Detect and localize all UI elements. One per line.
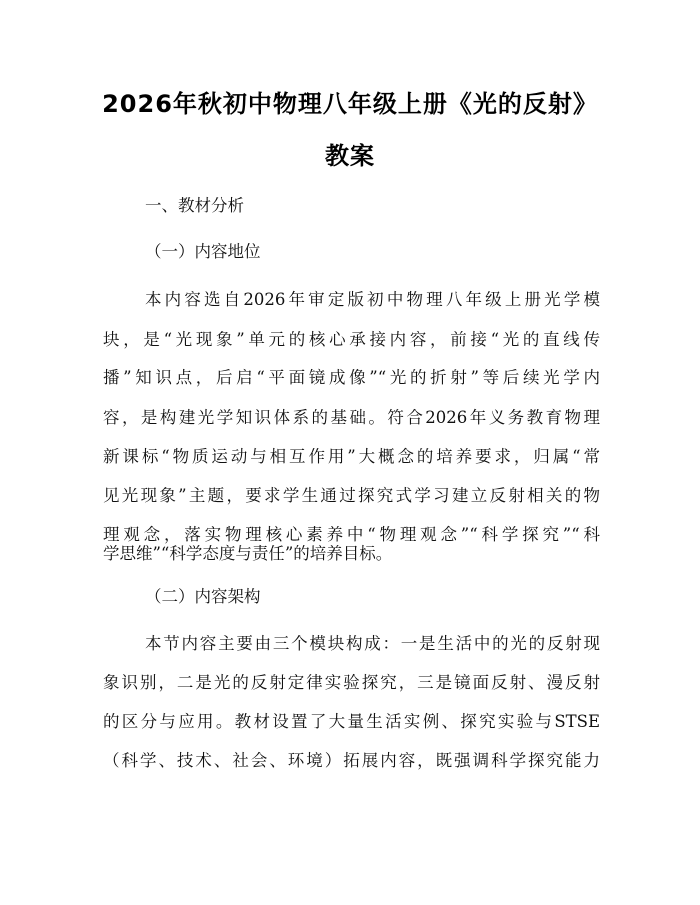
paragraph-line: 容，是构建光学知识体系的基础。符合2026年义务教育物理: [103, 408, 600, 427]
section-heading: 一、教材分析: [145, 196, 244, 215]
paragraph-line: 的区分与应用。教材设置了大量生活实例、探究实验与STSE: [103, 712, 600, 731]
paragraph-line: 见光现象”主题，要求学生通过探究式学习建立反射相关的物: [103, 486, 600, 505]
paragraph-line: 播”知识点，后启“平面镜成像”“光的折射”等后续光学内: [103, 368, 600, 387]
subsection-heading-structure: （二）内容架构: [145, 587, 261, 606]
paragraph-line: 新课标“物质运动与相互作用”大概念的培养要求，归属“常: [103, 447, 600, 466]
subsection-heading-position: （一）内容地位: [145, 242, 261, 261]
paragraph-line: （科学、技术、社会、环境）拓展内容，既强调科学探究能力: [103, 751, 600, 770]
paragraph-line: 理观念，落实物理核心素养中“物理观念”“科学探究”“科: [103, 525, 600, 544]
paragraph-line: 象识别，二是光的反射定律实验探究，三是镜面反射、漫反射: [103, 673, 600, 692]
paragraph-line: 块，是“光现象”单元的核心承接内容，前接“光的直线传: [103, 330, 600, 349]
paragraph-line: 本节内容主要由三个模块构成：一是生活中的光的反射现: [145, 634, 600, 653]
paragraph-line: 本内容选自2026年审定版初中物理八年级上册光学模: [145, 290, 600, 309]
paragraph-line: 学思维”“科学态度与责任”的培养目标。: [103, 544, 393, 563]
document-title-line-2: 教案: [325, 142, 375, 170]
document-title-line-1: 2026年秋初中物理八年级上册《光的反射》: [102, 90, 598, 118]
